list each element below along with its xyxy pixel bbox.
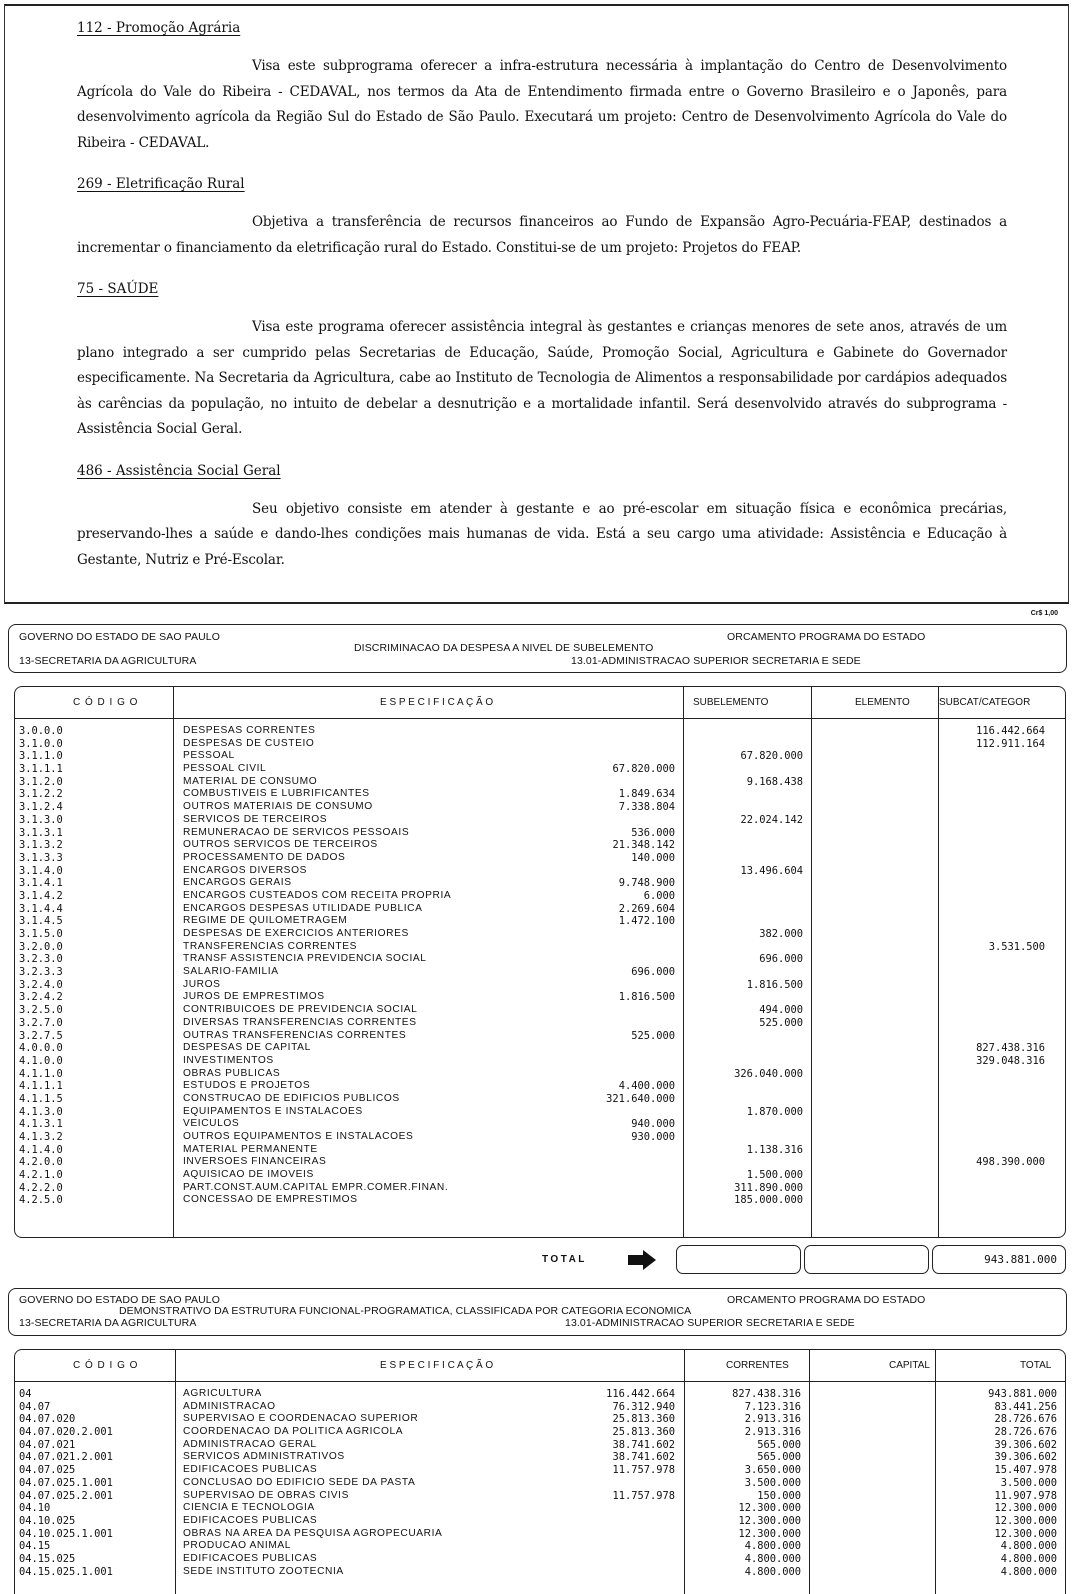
code-cell: 3.1.3.0 — [19, 813, 63, 826]
section-heading: 75 - SAÚDE — [77, 281, 159, 297]
table-row — [15, 1030, 1065, 1043]
code-cell: 3.1.4.0 — [19, 864, 63, 877]
section-paragraph — [77, 497, 1007, 574]
code-cell: 04.07.025.2.001 — [19, 1489, 113, 1502]
spec-cell: SEDE INSTITUTO ZOOTECNIA — [183, 1565, 344, 1577]
code-cell: 3.1.1.0 — [19, 750, 63, 763]
code-cell: 3.1.4.1 — [19, 877, 63, 890]
total-subelemento-box — [676, 1245, 801, 1274]
capital-cell: 4.800.000 — [744, 1565, 801, 1578]
spec-cell: OBRAS PUBLICAS — [183, 1067, 281, 1079]
capital-cell: 3.500.000 — [744, 1476, 801, 1489]
report-title: DISCRIMINACAO DA DESPESA A NIVEL DE SUBELEMENTO — [354, 642, 654, 654]
spec-cell: INVESTIMENTOS — [183, 1054, 274, 1066]
total-cell: 4.800.000 — [1000, 1565, 1057, 1578]
table-row — [15, 1118, 1065, 1131]
table-row — [15, 839, 1065, 852]
table-row — [15, 1106, 1065, 1119]
correntes-cell: 25.813.360 — [612, 1426, 675, 1439]
spec-cell: OBRAS NA AREA DA PESQUISA AGROPECUARIA — [183, 1527, 443, 1539]
table-row — [15, 763, 1065, 776]
correntes-cell: 76.312.940 — [612, 1400, 675, 1413]
code-cell: 3.2.7.0 — [19, 1016, 63, 1029]
subelemento-cell: 4.400.000 — [618, 1080, 675, 1093]
spec-cell: DESPESAS DE CAPITAL — [183, 1042, 311, 1054]
spec-cell: DIVERSAS TRANSFERENCIAS CORRENTES — [183, 1016, 417, 1028]
capital-cell: 12.300.000 — [738, 1502, 801, 1515]
section-paragraph — [77, 315, 1007, 443]
table-row — [15, 890, 1065, 903]
code-cell: 3.2.7.5 — [19, 1029, 63, 1042]
subelemento-cell: 67.820.000 — [612, 763, 675, 776]
subelemento-cell: 1.816.500 — [618, 991, 675, 1004]
table-row — [15, 1477, 1065, 1490]
spec-cell: SUPERVISAO DE OBRAS CIVIS — [183, 1489, 349, 1501]
code-cell: 3.1.4.4 — [19, 902, 63, 915]
subelemento-cell: 7.338.804 — [618, 801, 675, 814]
subcategoria-cell: 112.911.164 — [976, 737, 1045, 750]
table2-form-header — [8, 1288, 1067, 1336]
section-heading: 269 - Eletrificação Rural — [77, 176, 245, 192]
table-row — [15, 1540, 1065, 1553]
code-cell: 4.0.0.0 — [19, 1042, 63, 1055]
table-row — [15, 979, 1065, 992]
code-cell: 3.1.5.0 — [19, 928, 63, 940]
code-cell: 04.10.025.1.001 — [19, 1527, 113, 1540]
spec-cell: REGIME DE QUILOMETRAGEM — [183, 915, 348, 927]
total-value: 943.881.000 — [932, 1245, 1066, 1274]
code-cell: 04.15.025.1.001 — [19, 1565, 113, 1578]
spec-cell: TRANSFERENCIAS CORRENTES — [183, 940, 358, 952]
table-row — [15, 801, 1065, 814]
spec-cell: REMUNERACAO DE SERVICOS PESSOAIS — [183, 826, 410, 838]
table-row — [15, 941, 1065, 954]
capital-cell: 565.000 — [757, 1451, 801, 1464]
subelemento-cell: 321.640.000 — [606, 1092, 675, 1105]
subelemento-cell: 2.269.604 — [618, 902, 675, 915]
capital-cell: 4.800.000 — [744, 1540, 801, 1553]
code-cell: 3.2.5.0 — [19, 1004, 63, 1017]
subelemento-cell: 1.849.634 — [618, 788, 675, 801]
col-elemento: ELEMENTO — [855, 697, 910, 708]
subcategoria-cell: 3.531.500 — [988, 940, 1045, 953]
col-capital: CAPITAL — [889, 1360, 930, 1371]
table-row — [15, 1515, 1065, 1528]
code-cell: 3.1.2.4 — [19, 801, 63, 814]
elemento-cell: 525.000 — [759, 1016, 803, 1029]
table-row — [15, 1144, 1065, 1157]
subelemento-cell: 1.472.100 — [618, 915, 675, 928]
elemento-cell: 494.000 — [759, 1004, 803, 1017]
spec-cell: ADMINISTRACAO GERAL — [183, 1438, 317, 1450]
capital-cell: 2.913.316 — [744, 1413, 801, 1426]
government-label: GOVERNO DO ESTADO DE SAO PAULO — [19, 631, 220, 643]
total-cell: 943.881.000 — [988, 1388, 1057, 1400]
code-cell: 3.1.4.2 — [19, 889, 63, 902]
unit-label: 13.01-ADMINISTRACAO SUPERIOR SECRETARIA E SEDE — [571, 655, 861, 667]
table-row — [15, 928, 1065, 941]
capital-cell: 7.123.316 — [744, 1400, 801, 1413]
code-cell: 4.1.3.0 — [19, 1105, 63, 1118]
elemento-cell: 1.870.000 — [746, 1105, 803, 1118]
col-especificacao: E S P E C I F I C A Ç Ã O — [380, 1360, 494, 1371]
correntes-cell: 11.757.978 — [612, 1464, 675, 1477]
spec-cell: EQUIPAMENTOS E INSTALACOES — [183, 1105, 363, 1117]
total-cell: 39.306.602 — [994, 1438, 1057, 1451]
col-subcategoria: SUBCAT/CATEGOR — [939, 697, 1031, 708]
table-row — [15, 865, 1065, 878]
code-cell: 04.07.021.2.001 — [19, 1451, 113, 1464]
arrow-right-icon — [628, 1250, 656, 1270]
total-label: TOTAL — [542, 1254, 587, 1265]
code-cell: 4.2.2.0 — [19, 1181, 63, 1194]
table-row — [15, 1528, 1065, 1541]
table-row — [15, 1464, 1065, 1477]
correntes-cell: 25.813.360 — [612, 1413, 675, 1426]
subelemento-cell: 940.000 — [631, 1118, 675, 1131]
spec-cell: MATERIAL PERMANENTE — [183, 1143, 318, 1155]
spec-cell: CIENCIA E TECNOLOGIA — [183, 1502, 315, 1514]
elemento-cell: 67.820.000 — [740, 750, 803, 763]
code-cell: 3.1.4.5 — [19, 915, 63, 928]
currency-mark: Cr$ 1,00 — [1030, 610, 1058, 617]
code-cell: 4.1.1.1 — [19, 1080, 63, 1093]
code-cell: 04.10.025 — [19, 1514, 76, 1527]
spec-cell: ESTUDOS E PROJETOS — [183, 1080, 311, 1092]
spec-cell: EDIFICACOES PUBLICAS — [183, 1552, 318, 1564]
capital-cell: 12.300.000 — [738, 1514, 801, 1527]
total-cell: 12.300.000 — [994, 1502, 1057, 1515]
subcategoria-cell: 329.048.316 — [976, 1054, 1045, 1067]
code-cell: 3.1.2.2 — [19, 788, 63, 801]
subelemento-cell: 696.000 — [631, 966, 675, 979]
code-cell: 04.07.020.2.001 — [19, 1426, 113, 1439]
code-cell: 3.0.0.0 — [19, 725, 63, 737]
subelemento-cell: 930.000 — [631, 1131, 675, 1143]
total-cell: 12.300.000 — [994, 1514, 1057, 1527]
table-row — [15, 1042, 1065, 1055]
spec-cell: PESSOAL CIVIL — [183, 763, 267, 775]
total-cell: 28.726.676 — [994, 1426, 1057, 1439]
code-cell: 4.1.1.5 — [19, 1092, 63, 1105]
table-row — [15, 1566, 1065, 1579]
subelemento-cell: 6.000 — [643, 889, 675, 902]
table-row — [15, 725, 1065, 738]
table-row — [15, 953, 1065, 966]
capital-cell: 3.650.000 — [744, 1464, 801, 1477]
total-row — [0, 1244, 1080, 1276]
col-subelemento: SUBELEMENTO — [693, 697, 769, 708]
elemento-cell: 1.816.500 — [746, 978, 803, 991]
code-cell: 04.15.025 — [19, 1552, 76, 1565]
spec-cell: CONTRIBUICOES DE PREVIDENCIA SOCIAL — [183, 1004, 418, 1016]
table-row — [15, 1490, 1065, 1503]
table-row — [15, 827, 1065, 840]
document-label: ORCAMENTO PROGRAMA DO ESTADO — [727, 631, 926, 643]
total-cell: 28.726.676 — [994, 1413, 1057, 1426]
code-cell: 3.1.3.2 — [19, 839, 63, 852]
secretariat-label: 13-SECRETARIA DA AGRICULTURA — [19, 655, 197, 667]
total-cell: 4.800.000 — [1000, 1540, 1057, 1553]
spec-cell: SERVICOS ADMINISTRATIVOS — [183, 1451, 345, 1463]
total-cell: 3.500.000 — [1000, 1476, 1057, 1489]
spec-cell: SERVICOS DE TERCEIROS — [183, 813, 328, 825]
total-cell: 11.907.978 — [994, 1489, 1057, 1502]
spec-cell: SUPERVISAO E COORDENACAO SUPERIOR — [183, 1413, 419, 1425]
subelemento-cell: 140.000 — [631, 851, 675, 864]
spec-cell: ENCARGOS GERAIS — [183, 877, 292, 889]
table1-form-header — [8, 624, 1067, 673]
spec-cell: CONSTRUCAO DE EDIFICIOS PUBLICOS — [183, 1092, 400, 1104]
narrative-body — [77, 20, 1007, 593]
capital-cell: 4.800.000 — [744, 1552, 801, 1565]
elemento-cell: 1.500.000 — [746, 1169, 803, 1182]
unit-label: 13.01-ADMINISTRACAO SUPERIOR SECRETARIA E SEDE — [565, 1317, 855, 1329]
table-row — [15, 1131, 1065, 1144]
col-correntes: CORRENTES — [726, 1360, 789, 1371]
code-cell: 3.1.2.0 — [19, 775, 63, 788]
spec-cell: EDIFICACOES PUBLICAS — [183, 1464, 318, 1476]
total-cell: 4.800.000 — [1000, 1552, 1057, 1565]
spec-cell: COMBUSTIVEIS E LUBRIFICANTES — [183, 788, 370, 800]
code-cell: 04.07.021 — [19, 1438, 76, 1451]
code-cell: 3.2.3.0 — [19, 953, 63, 966]
paragraph-text: Visa este programa oferecer assistência integral às gestantes e crianças menores de sete anos, através de um plano integrado a ser cumprido pelas Secretarias de Educação, Saúde, Promoção Social, Agricultura e Gabinete do Governador especificamente. Na Secretaria da Agricultura, cabe ao Instituto de Tecnologia de Alimentos a responsabilidade por cardápios adequados às carências da população, no intuito de debelar a desnutrição e a mortalidade infantil. Será desenvolvido através do subprograma - Assistência Social Geral. — [77, 319, 1007, 437]
code-cell: 3.2.4.2 — [19, 991, 63, 1004]
government-label: GOVERNO DO ESTADO DE SAO PAULO — [19, 1294, 220, 1306]
spec-cell: SALARIO-FAMILIA — [183, 966, 279, 978]
table-row — [15, 1413, 1065, 1426]
section-paragraph — [77, 210, 1007, 261]
table-row — [15, 814, 1065, 827]
elemento-cell: 326.040.000 — [734, 1067, 803, 1080]
paragraph-text: Visa este subprograma oferecer a infra-estrutura necessária à implantação do Centro de Desenvolvimento Agrícola do Vale do Ribeira - CEDAVAL, nos termos da Ata de Entendimento firmada entre o Governo Brasileiro e o Japonês, para desenvolvimento agrícola da Região Sul do Estado de São Paulo. Executará um projeto: Centro de Desenvolvimento Agrícola do Vale do Ribeira - CEDAVAL. — [77, 58, 1007, 151]
elemento-cell: 382.000 — [759, 928, 803, 940]
spec-cell: PROCESSAMENTO DE DADOS — [183, 851, 346, 863]
col-especificacao: E S P E C I F I C A Ç Ã O — [380, 697, 494, 708]
paragraph-text: Objetiva a transferência de recursos financeiros ao Fundo de Expansão Agro-Pecuária-FEAP, destinados a incrementar o financiamento da eletrificação rural do Estado. Constitui-se de um projeto: Projetos do FEAP. — [77, 214, 1007, 256]
spec-cell: JUROS DE EMPRESTIMOS — [183, 991, 325, 1003]
spec-cell: ENCARGOS DIVERSOS — [183, 864, 307, 876]
spec-cell: COORDENACAO DA POLITICA AGRICOLA — [183, 1426, 404, 1438]
table-row — [15, 1169, 1065, 1182]
subcategoria-cell: 116.442.664 — [976, 725, 1045, 737]
spec-cell: PRODUCAO ANIMAL — [183, 1540, 292, 1552]
subelemento-cell: 9.748.900 — [618, 877, 675, 890]
elemento-cell: 22.024.142 — [740, 813, 803, 826]
code-cell: 3.2.4.0 — [19, 978, 63, 991]
spec-cell: OUTROS EQUIPAMENTOS E INSTALACOES — [183, 1131, 414, 1142]
table-row — [15, 1182, 1065, 1195]
subcategoria-cell: 498.390.000 — [976, 1156, 1045, 1169]
capital-cell: 827.438.316 — [732, 1388, 801, 1400]
table-row — [15, 903, 1065, 916]
spec-cell: VEICULOS — [183, 1118, 240, 1130]
section-paragraph — [77, 54, 1007, 156]
table-row — [15, 966, 1065, 979]
table-row — [15, 1502, 1065, 1515]
table-row — [15, 738, 1065, 751]
table-row — [15, 852, 1065, 865]
code-cell: 04.07 — [19, 1400, 51, 1413]
correntes-cell: 11.757.978 — [612, 1489, 675, 1502]
spec-cell: CONCESSAO DE EMPRESTIMOS — [183, 1194, 358, 1206]
correntes-cell: 38.741.602 — [612, 1438, 675, 1451]
code-cell: 4.2.5.0 — [19, 1194, 63, 1207]
document-label: ORCAMENTO PROGRAMA DO ESTADO — [727, 1294, 926, 1306]
spec-cell: DESPESAS CORRENTES — [183, 725, 316, 736]
table-row — [15, 1017, 1065, 1030]
elemento-cell: 13.496.604 — [740, 864, 803, 877]
table-row — [15, 788, 1065, 801]
correntes-cell: 116.442.664 — [606, 1388, 675, 1400]
code-cell: 3.1.3.1 — [19, 826, 63, 839]
spec-cell: OUTROS MATERIAIS DE CONSUMO — [183, 801, 373, 813]
code-cell: 4.2.1.0 — [19, 1169, 63, 1182]
spec-cell: TRANSF ASSISTENCIA PREVIDENCIA SOCIAL — [183, 953, 427, 965]
col-codigo: C Ó D I G O — [73, 1360, 139, 1371]
table-row — [15, 750, 1065, 763]
table-row — [15, 1426, 1065, 1439]
expense-table — [14, 686, 1066, 1238]
table-row — [15, 1068, 1065, 1081]
spec-cell: EDIFICACOES PUBLICAS — [183, 1514, 318, 1526]
subelemento-cell: 525.000 — [631, 1029, 675, 1042]
table-row — [15, 1093, 1065, 1106]
col-total: TOTAL — [1020, 1360, 1052, 1371]
code-cell: 4.1.1.0 — [19, 1067, 63, 1080]
capital-cell: 2.913.316 — [744, 1426, 801, 1439]
spec-cell: DESPESAS DE CUSTEIO — [183, 737, 315, 749]
spec-cell: INVERSOES FINANCEIRAS — [183, 1156, 327, 1168]
table-row — [15, 1055, 1065, 1068]
code-cell: 4.1.0.0 — [19, 1054, 63, 1067]
table-row — [15, 877, 1065, 890]
spec-cell: DESPESAS DE EXERCICIOS ANTERIORES — [183, 928, 409, 939]
table-row — [15, 1156, 1065, 1169]
col-codigo: C Ó D I G O — [73, 697, 139, 708]
table-row — [15, 1451, 1065, 1464]
report-title: DEMONSTRATIVO DA ESTRUTURA FUNCIONAL-PROGRAMATICA, CLASSIFICADA POR CATEGORIA ECONOMICA — [119, 1305, 692, 1317]
spec-cell: CONCLUSAO DO EDIFICIO SEDE DA PASTA — [183, 1476, 416, 1488]
code-cell: 04.10 — [19, 1502, 51, 1515]
secretariat-label: 13-SECRETARIA DA AGRICULTURA — [19, 1317, 197, 1329]
elemento-cell: 696.000 — [759, 953, 803, 966]
capital-cell: 565.000 — [757, 1438, 801, 1451]
spec-cell: OUTRAS TRANSFERENCIAS CORRENTES — [183, 1029, 407, 1041]
elemento-cell: 9.168.438 — [746, 775, 803, 788]
code-cell: 4.2.0.0 — [19, 1156, 63, 1169]
table-row — [15, 1194, 1065, 1207]
spec-cell: AQUISICAO DE IMOVEIS — [183, 1169, 314, 1181]
expense-rows — [15, 725, 1065, 1207]
spec-cell: PESSOAL — [183, 750, 235, 762]
code-cell: 4.1.3.1 — [19, 1118, 63, 1131]
section-heading: 486 - Assistência Social Geral — [77, 462, 281, 479]
spec-cell: ENCARGOS CUSTEADOS COM RECEITA PROPRIA — [183, 889, 452, 901]
subelemento-cell: 21.348.142 — [612, 839, 675, 852]
spec-cell: ADMINISTRACAO — [183, 1400, 276, 1412]
spec-cell: ENCARGOS DESPESAS UTILIDADE PUBLICA — [183, 902, 423, 914]
section-heading: 112 - Promoção Agrária — [77, 20, 241, 36]
spec-cell: OUTROS SERVICOS DE TERCEIROS — [183, 839, 378, 851]
code-cell: 04.07.020 — [19, 1413, 76, 1426]
table-row — [15, 991, 1065, 1004]
total-cell: 12.300.000 — [994, 1527, 1057, 1540]
table-row — [15, 1553, 1065, 1566]
table-row — [15, 1439, 1065, 1452]
code-cell: 04.07.025.1.001 — [19, 1476, 113, 1489]
total-cell: 39.306.602 — [994, 1451, 1057, 1464]
table-row — [15, 1004, 1065, 1017]
total-cell: 15.407.978 — [994, 1464, 1057, 1477]
code-cell: 3.2.3.3 — [19, 966, 63, 979]
spec-cell: PART.CONST.AUM.CAPITAL EMPR.COMER.FINAN. — [183, 1181, 449, 1193]
spec-cell: JUROS — [183, 978, 221, 990]
table-row — [15, 1401, 1065, 1414]
paragraph-text: Seu objetivo consiste em atender à gestante e ao pré-escolar em situação física e econômica precárias, preservando-lhes a saúde e dando-lhes condições mais humanas de vida. Está a seu cargo uma atividade: Assistência e Educação à Gestante, Nutriz e Pré-Escolar. — [77, 500, 1007, 568]
code-cell: 04.15 — [19, 1540, 51, 1553]
total-cell: 83.441.256 — [994, 1400, 1057, 1413]
code-cell: 3.1.1.1 — [19, 763, 63, 776]
spec-cell: AGRICULTURA — [183, 1388, 262, 1399]
code-cell: 04.07.025 — [19, 1464, 76, 1477]
table-row — [15, 915, 1065, 928]
total-elemento-box — [804, 1245, 929, 1274]
code-cell: 3.2.0.0 — [19, 940, 63, 953]
code-cell: 3.1.3.3 — [19, 851, 63, 864]
spec-cell: MATERIAL DE CONSUMO — [183, 775, 318, 787]
program-rows — [15, 1388, 1065, 1578]
narrative-section — [4, 4, 1069, 604]
code-cell: 04 — [19, 1388, 32, 1400]
capital-cell: 150.000 — [757, 1489, 801, 1502]
table-row — [15, 1388, 1065, 1401]
code-cell: 4.1.4.0 — [19, 1143, 63, 1156]
elemento-cell: 185.000.000 — [734, 1194, 803, 1207]
correntes-cell: 38.741.602 — [612, 1451, 675, 1464]
capital-cell: 12.300.000 — [738, 1527, 801, 1540]
subelemento-cell: 536.000 — [631, 826, 675, 839]
functional-program-table — [14, 1349, 1066, 1594]
subcategoria-cell: 827.438.316 — [976, 1042, 1045, 1055]
code-cell: 3.1.0.0 — [19, 737, 63, 750]
elemento-cell: 1.138.316 — [746, 1143, 803, 1156]
table-row — [15, 776, 1065, 789]
table-header — [15, 1350, 1065, 1382]
code-cell: 4.1.3.2 — [19, 1131, 63, 1143]
elemento-cell: 311.890.000 — [734, 1181, 803, 1194]
table-row — [15, 1080, 1065, 1093]
